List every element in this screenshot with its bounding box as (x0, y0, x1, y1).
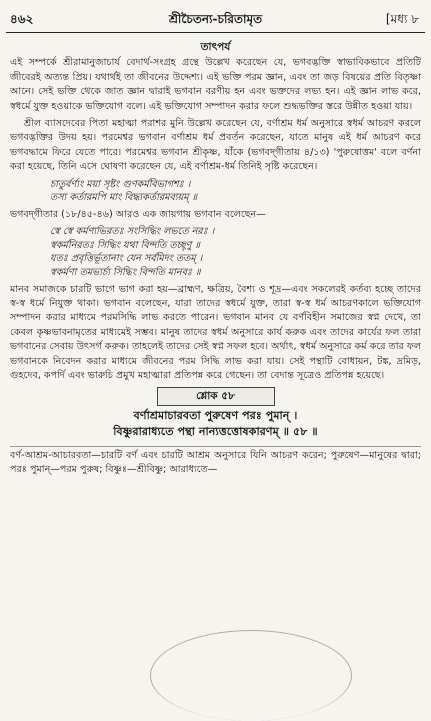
verse-line: স্বকর্মনিরতঃ সিদ্ধিং যথা বিন্দতি তচ্ছৃণু ॥ (50, 239, 200, 251)
shloka-label: শ্লোক ৫৮ (157, 387, 275, 405)
shloka-58-text (10, 408, 421, 440)
purport-paragraph-2: শ্রীল ব্যাসদেবের পিতা মহাত্মা পরাশর মুনি উল্লেখ করেছেন যে, বর্ণাশ্রম ধর্ম অনুসারে স্বধর্ম আচরণ করলে ভগবদ্ভক্তির উদয় হয়। পরমেশ্বর ভগবান বর্ণাশ্রম ধর্ম প্রবর্তন করেছেন, যাতে মানুষ এই ধর্ম আচরণ করে ভগবদ্ধামে ফিরে যেতে পারে। পরমেশ্বর ভগবান শ্রীকৃষ্ণ, যাঁকে (ভগবদ্‌গীতায় ৪/১৩) 'পুরুষোত্তম' বলে বর্ণনা করা হয়েছে, তিনি এসে ঘোষণা করেছেন যে, এই বর্ণাশ্রম-ধর্ম তিনিই সৃষ্টি করেছেন। (10, 118, 421, 173)
verse-line: তস্য কর্তারমপি মাং বিদ্ধ্যকর্তারমব্যয়ম্‌ ॥ (50, 192, 198, 204)
purport-heading: তাৎপর্য (200, 41, 231, 53)
purport-paragraph-3: মানব সমাজকে চারটি ভাগে ভাগ করা হয়—ব্রাহ্মণ, ক্ষত্রিয়, বৈশ্য ও শূদ্র—এবং সকলেরই কর্তব্য হচ্ছে তাদের স্ব-স্ব ধর্মে নিযুক্ত থাকা। ভগবান বলেছেন, যারা তাদের স্বধর্মে যুক্ত, তারা স্ব-স্ব ধর্ম আচরণকালে ভক্তিযোগ সম্পাদন করার মাধ্যমে পরমসিদ্ধি লাভ করতে পারেন। ভগবান মানব যে বর্ণবিহীন সমাজের স্বপ্ন দেখে, তা কেবল কৃষ্ণভাবনামৃতের মাধ্যমেই সম্ভব। মানুষ তাদের স্বধর্ম অনুসারে কার্য করুক এবং তাদের কার্যের ফল তারা ভগবানের সেবায় উৎসর্গ করুক। তাহলেই তাদের সেই স্বপ্ন সফল হবে। অর্থাৎ, স্বধর্ম অনুসারে কর্ম করে তার ফল ভগবানকে নিবেদন করার মাধ্যমে জীবনের পরম সিদ্ধি লাভ করা যায়। সেই পন্থাটি বোধায়ন, টঙ্ক, দ্রমিড়, গুহদেব, কপর্দি এবং ভারুচি প্রমুখ মহাত্মারা প্রতিপন্ন করে গেছেন। তা বেদান্ত সূত্রেও প্রতিপন্ন হয়েছে। (10, 283, 421, 382)
word-synonyms: বর্ণ-আশ্রম-আচারবতা—চারটি বর্ণ এবং চারটি আশ্রম অনুসারে যিনি আচরণ করেন; পুরুষেণ—মানুষের দ্বারা; পরঃ পুমান্‌—পরম পুরুষ; বিষ্ণুঃ—শ্রীবিষ্ণু; আরাধ্যতে— (10, 446, 421, 478)
gita-intro-line: ভগবদ্‌গীতার (১৮/৪৫-৪৬) আরও এক জায়গায় ভগবান বলেছেন— (10, 208, 266, 220)
page-number: ৪৬২ (10, 12, 34, 26)
verse-line: চাতুর্বর্ণ্যং ময়া সৃষ্টং গুণকর্মবিভাগশঃ । (50, 178, 191, 190)
purport-paragraph-1: এই সম্পর্কে শ্রীরামানুজাচার্য বেদার্থ-সংগ্রহ গ্রন্থে উল্লেখ করেছেন যে, ভগবদ্ভক্তি স্বাভাবিকভাবে প্রতিটি জীবেরই অত্যন্ত প্রিয়। যথার্থই তা জীবনের উদ্দেশ্য। এই ভক্তি পরম জ্ঞান, এবং তা জড় বিষয়ের প্রতি বিতৃষ্ণা আনে। সেই ভক্তি থেকে জাত জ্ঞান দ্বারাই ভগবান বরণীয় হন এবং ভক্তদের লভ্য হন। এই জ্ঞান লাভ করে, স্বধর্মে যুক্ত হওয়াকে ভক্তিযোগ বলে। এই ভক্তিযোগ সম্পাদন করার ফলে শুদ্ধভক্তির স্তরে উন্নীত হওয়া যায়। (10, 57, 421, 112)
page-body (10, 38, 421, 478)
page-header (6, 6, 425, 33)
shloka-line: বিষ্ণুরারাধ্যতে পন্থা নান্যত্তত্তোষকারণম্‌ ॥ ৫৮ ॥ (113, 424, 318, 438)
verse-line: স্বকর্মণা তমভ্যর্চ্য সিদ্ধিং বিন্দতি মানবঃ ॥ (50, 267, 201, 279)
verse-line: যতঃ প্রবৃত্তির্ভূতানাং যেন সর্বমিদং ততম্‌ । (50, 253, 203, 265)
verse-line: স্বে স্বে কর্মণ্যভিরতঃ সংসিদ্ধিং লভতে নরঃ । (50, 226, 215, 238)
section-marker: [মধ্য ৮ (385, 12, 419, 26)
running-title: শ্রীচৈতন্য-চরিতামৃত (168, 12, 263, 26)
shloka-line: বর্ণাশ্রমাচারবতা পুরুষেণ পরঃ পুমান্‌ । (133, 408, 298, 422)
page-stain-mark (150, 630, 352, 721)
gita-verse-18-45-46 (10, 225, 421, 279)
gita-verse-4-13 (10, 178, 421, 205)
